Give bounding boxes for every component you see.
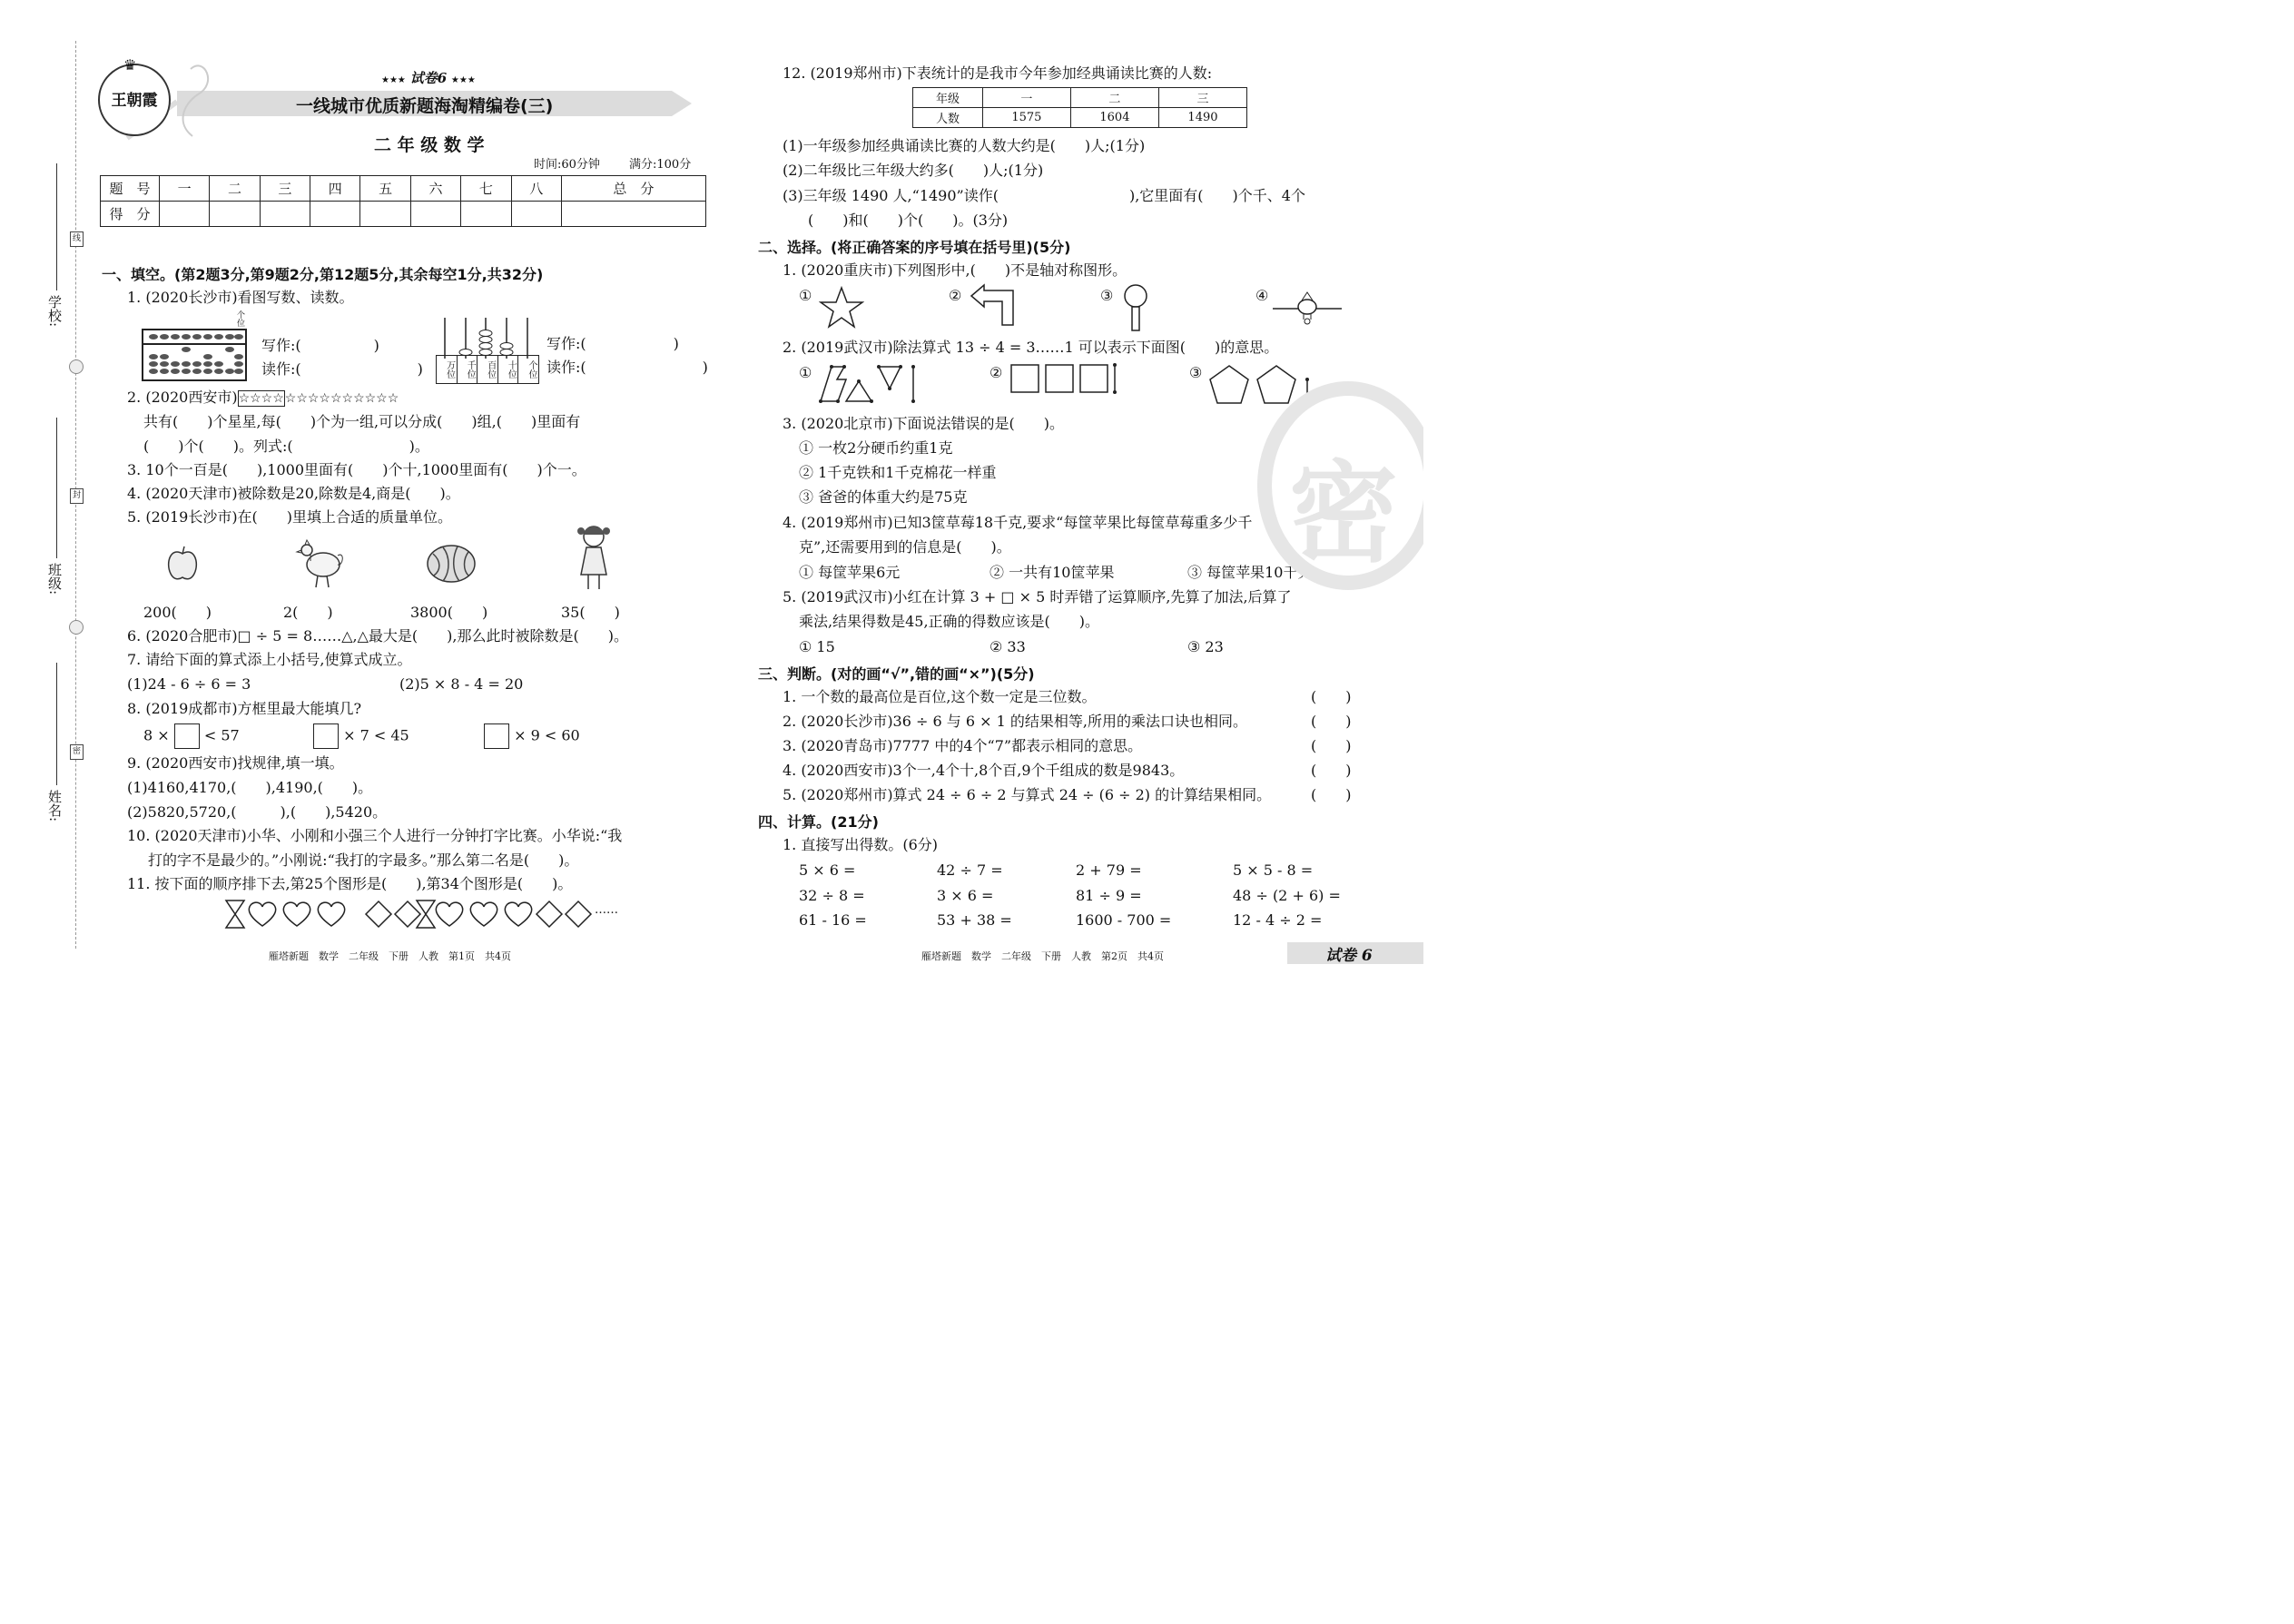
judge-answer-3[interactable]: ( ) [1311,737,1352,754]
stars-right: ★★★ [450,75,476,85]
q7-text: 7. 请给下面的算式添上小括号,使算式成立。 [127,651,412,668]
heart-icon [283,902,310,926]
q9-2[interactable]: (2)5820,5720,( ),( ),5420。 [127,803,388,821]
calc-item[interactable]: 53 + 38 = [937,911,1012,929]
q8-item-1 [143,723,240,749]
score-table-score-row [101,202,706,227]
score-cell: 八 [511,176,561,202]
q3-text[interactable]: 3. 10个一百是( ),1000里面有( )个十,1000里面有( )个一。 [127,461,586,478]
q1-write-2[interactable]: 写作:( ) [546,335,679,352]
q10-line-2[interactable]: 打的字不是最少的。”小刚说:“我打的字最多。”那么第二名是( )。 [148,851,579,869]
q8-item-2 [313,723,409,749]
diamond-icon [566,901,591,927]
q8-answer-box-2[interactable] [313,723,339,749]
series-badge: 试卷6 [409,70,448,86]
q8-text: 8. (2019成都市)方框里最大能填几? [127,700,362,717]
score-label: 得 分 [101,202,160,227]
calc-item[interactable]: 3 × 6 = [937,887,994,904]
score-cell: 五 [360,176,410,202]
q2-stars: ☆☆☆☆☆☆☆☆☆☆ [284,391,399,406]
lollipop-icon [1120,283,1151,334]
series-badge-row [381,68,476,87]
score-cell: 七 [461,176,511,202]
q1-read-1[interactable]: 读作:( ) [261,360,423,378]
q2-text [127,388,399,408]
q11-text[interactable]: 11. 按下面的顺序排下去,第25个图形是( ),第34个图形是( )。 [127,875,573,892]
calc-item[interactable]: 61 - 16 = [799,911,867,929]
q8-answer-box-3[interactable] [484,723,509,749]
c1-text[interactable]: 1. (2020重庆市)下列图形中,( )不是轴对称图形。 [783,261,1127,279]
q11-ellipsis: …… [595,903,618,917]
score-input-cell[interactable] [160,202,210,227]
q7-2[interactable]: (2)5 × 8 - 4 = 20 [399,675,524,693]
score-input-cell[interactable] [210,202,260,227]
heart-icon [436,902,462,926]
c4-line-1: 4. (2019郑州市)已知3筐草莓18千克,要求“每筐苹果比每筐草莓重多少千 [783,514,1253,531]
mark-seal-box: 封 [70,488,84,504]
score-input-cell[interactable] [461,202,511,227]
score-cell: 六 [410,176,460,202]
section-1-title: 一、填空。(第2题3分,第9题2分,第12题5分,其余每空1分,共32分) [102,266,544,283]
heart-icon [470,902,497,926]
airplane-icon [1271,289,1344,327]
q2-line-2[interactable]: 共有( )个星星,每( )个为一组,可以分成( )组,( )里面有 [143,413,581,430]
class-line [56,418,57,558]
binding-hole-icon [69,620,84,635]
q5-blank-apple[interactable]: 200( ) [143,604,212,621]
stat-cell: 1575 [982,108,1070,128]
girl-image [576,522,612,595]
q6-text[interactable]: 6. (2020合肥市)□ ÷ 5 = 8……△,△最大是( ),那么此时被除数是( )。 [127,627,628,645]
score-input-cell[interactable] [511,202,561,227]
q8-answer-box-1[interactable] [174,723,200,749]
q9-1[interactable]: (1)4160,4170,( ),4190,( )。 [127,779,373,796]
exam-subject: 二 年 级 数 学 [374,135,485,155]
q2-line-3[interactable]: ( )个( )。列式:( )。 [143,438,429,455]
hourglass-icon [226,901,244,928]
q11-shape-sequence [222,899,604,930]
score-input-cell[interactable] [360,202,410,227]
score-cell: 总 分 [561,176,705,202]
c2-opt-3[interactable]: ③ [1189,364,1203,381]
score-table-header-row [101,176,706,202]
judge-answer-5[interactable]: ( ) [1311,786,1352,803]
c5-line-1: 5. (2019武汉市)小红在计算 3 + □ × 5 时弄错了运算顺序,先算了加法,后算了 [783,588,1292,605]
q5-blank-watermelon[interactable]: 3800( ) [410,604,488,621]
stat-cell: 1604 [1070,108,1158,128]
triangles-figure [819,363,921,405]
stat-header-row [913,88,1247,108]
q12-sub-3a[interactable]: (3)三年级 1490 人,“1490”读作( ),它里面有( )个千、4个 [783,187,1305,204]
brand-name: 王朝霞 [111,92,158,110]
calc-item[interactable]: 42 ÷ 7 = [937,861,1003,879]
stat-cell: 三 [1158,88,1246,108]
stars-left: ★★★ [381,75,406,85]
calc-item[interactable]: 5 × 5 - 8 = [1233,861,1314,879]
q4-text[interactable]: 4. (2020天津市)被除数是20,除数是4,商是( )。 [127,485,460,502]
calc-title: 1. 直接写出得数。(6分) [783,836,939,853]
counting-rod-image [434,318,538,359]
place-label: 十位 [498,356,519,383]
q1-read-2[interactable]: 读作:( ) [546,359,708,376]
q12-sub-2[interactable]: (2)二年级比三年级大约多( )人;(1分) [783,162,1044,179]
c3-opt-3[interactable]: ③ 爸爸的体重大约是75克 [799,488,968,506]
q8-item-3 [484,723,580,749]
c3-opt-1[interactable]: ① 一枚2分硬币约重1克 [799,439,953,457]
place-label: 百位 [478,356,498,383]
time-info: 时间:60分钟 [534,158,600,172]
calc-item[interactable]: 1600 - 700 = [1076,911,1172,929]
score-table [100,175,706,227]
mark-line-box: 线 [70,231,84,247]
c4-line-2[interactable]: 克”,还需要用到的信息是( )。 [799,538,1011,556]
q8-3-right: × 9 < 60 [514,726,580,744]
c2-text[interactable]: 2. (2019武汉市)除法算式 13 ÷ 4 = 3……1 可以表示下面图( )的意思。 [783,339,1279,356]
heart-icon [505,902,531,926]
judge-3: 3. (2020青岛市)7777 中的4个“7”都表示相同的意思。 [783,737,1143,754]
diamond-icon [366,901,391,927]
score-cell: 一 [160,176,210,202]
stat-cell: 二 [1070,88,1158,108]
section-4-title: 四、计算。(21分) [758,813,879,831]
q10-line-1: 10. (2020天津市)小华、小刚和小强三个人进行一分钟打字比赛。小华说:“我 [127,827,623,844]
c4-opt-1[interactable]: ① 每筐苹果6元 [799,564,901,581]
name-label: 姓名: [46,790,63,822]
binding-hole-icon [69,359,84,374]
q1-write-1[interactable]: 写作:( ) [261,337,379,354]
judge-5: 5. (2020郑州市)算式 24 ÷ 6 ÷ 2 与算式 24 ÷ (6 ÷ 2) 的计算结果相同。 [783,786,1272,803]
score-input-cell[interactable] [260,202,310,227]
q2-source: 2. (2020西安市) [127,389,238,406]
judge-2: 2. (2020长沙市)36 ÷ 6 与 6 × 1 的结果相等,所用的乘法口诀也相同。 [783,713,1247,730]
section-2-title: 二、选择。(将正确答案的序号填在括号里)(5分) [758,239,1071,256]
class-label: 班级: [46,563,63,595]
c3-text[interactable]: 3. (2020北京市)下面说法错误的是( )。 [783,415,1065,432]
q2-stars-boxed: ☆☆☆☆ [238,391,284,406]
heart-icon [318,902,344,926]
abacus-frame-image [141,311,250,384]
corner-tag: 试卷 6 [1325,947,1373,965]
q8-1-right: < 57 [203,726,240,744]
score-input-cell[interactable] [310,202,360,227]
score-cell: 题 号 [101,176,160,202]
c5-opt-2[interactable]: ② 33 [989,638,1026,655]
section-3-title: 三、判断。(对的画“√”,错的画“×”)(5分) [758,665,1035,683]
c1-opt-2[interactable]: ② [949,287,962,304]
q8-1-left: 8 × [143,726,170,744]
calc-item[interactable]: 5 × 6 = [799,861,856,879]
c4-opt-2[interactable]: ② 一共有10筐苹果 [989,564,1115,581]
brand-logo [98,56,171,136]
apple-image [163,545,202,583]
judge-answer-1[interactable]: ( ) [1311,688,1352,705]
diamond-icon [395,901,420,927]
c1-opt-4[interactable]: ④ [1255,287,1269,304]
q12-sub-3b[interactable]: ( )和( )个( )。(3分) [808,212,1009,229]
calc-item[interactable]: 81 ÷ 9 = [1076,887,1142,904]
q12-sub-1[interactable]: (1)一年级参加经典诵读比赛的人数大约是( )人;(1分) [783,137,1146,154]
watermark-text: 密 [1289,451,1398,577]
c5-opt-3[interactable]: ③ 23 [1187,638,1224,655]
c5-opt-1[interactable]: ① 15 [799,638,835,655]
score-input-cell[interactable] [561,202,705,227]
q8-2-right: × 7 < 45 [343,726,409,744]
calc-item[interactable]: 2 + 79 = [1076,861,1142,879]
stat-cell: 1490 [1158,108,1246,128]
c2-opt-1[interactable]: ① [799,364,812,381]
stat-data-row [913,108,1247,128]
q12-text: 12. (2019郑州市)下表统计的是我市今年参加经典诵读比赛的人数: [783,64,1213,82]
bent-arrow-icon [970,283,1020,329]
c5-line-2[interactable]: 乘法,结果得数是45,正确的得数应该是( )。 [799,613,1100,630]
squares-figure [1009,363,1118,394]
place-label: 个位 [526,360,537,379]
q5-blank-hen[interactable]: 2( ) [283,604,333,621]
judge-1: 1. 一个数的最高位是百位,这个数一定是三位数。 [783,688,1097,705]
q5-text: 5. (2019长沙市)在( )里填上合适的质量单位。 [127,508,453,526]
star-icon [819,286,864,330]
c2-opt-2[interactable]: ② [989,364,1003,381]
q1-text: 1. (2020长沙市)看图写数、读数。 [127,289,354,306]
hen-image [292,537,347,592]
name-line [56,663,57,785]
c3-opt-2[interactable]: ② 1千克铁和1千克棉花一样重 [799,464,997,481]
score-info: 满分:100分 [629,158,692,172]
left-footer: 雁塔新题 数学 二年级 下册 人教 第1页 共4页 [269,950,511,962]
score-cell: 四 [310,176,360,202]
stat-cell: 人数 [913,108,983,128]
score-cell: 三 [260,176,310,202]
stat-cell: 一 [982,88,1070,108]
q7-1[interactable]: (1)24 - 6 ÷ 6 = 3 [127,675,251,693]
score-input-cell[interactable] [410,202,460,227]
c1-opt-1[interactable]: ① [799,287,812,304]
watermelon-image [425,543,478,585]
c1-opt-3[interactable]: ③ [1100,287,1114,304]
school-line [56,163,57,290]
score-cell: 二 [210,176,260,202]
place-label: 千位 [458,356,478,383]
exam-title: 一线城市优质新题海淘精编卷(三) [296,96,554,116]
school-label: 学校: [46,295,63,328]
judge-4: 4. (2020西安市)3个一,4个十,8个百,9个千组成的数是9843。 [783,762,1185,779]
diamond-icon [537,901,562,927]
q5-blank-girl[interactable]: 35( ) [561,604,620,621]
abacus-place-label: 个位 [235,310,244,327]
calc-item[interactable]: 32 ÷ 8 = [799,887,865,904]
logo-crown-icon: ♛ [123,56,137,74]
calc-item[interactable]: 48 ÷ (2 + 6) = [1233,887,1341,904]
right-footer: 雁塔新题 数学 二年级 下册 人教 第2页 共4页 [921,950,1164,962]
calc-item[interactable]: 12 - 4 ÷ 2 = [1233,911,1323,929]
place-label: 万位 [437,356,458,383]
stat-cell: 年级 [913,88,983,108]
c4-opt-3[interactable]: ③ 每筐苹果10千克 [1187,564,1313,581]
judge-answer-4[interactable]: ( ) [1311,762,1352,779]
judge-answer-2[interactable]: ( ) [1311,713,1352,730]
heart-icon [249,902,275,926]
q12-statistics-table [912,87,1247,128]
q9-text: 9. (2020西安市)找规律,填一填。 [127,754,344,772]
place-value-labels [436,355,539,384]
mark-secret-box: 密 [70,744,84,760]
